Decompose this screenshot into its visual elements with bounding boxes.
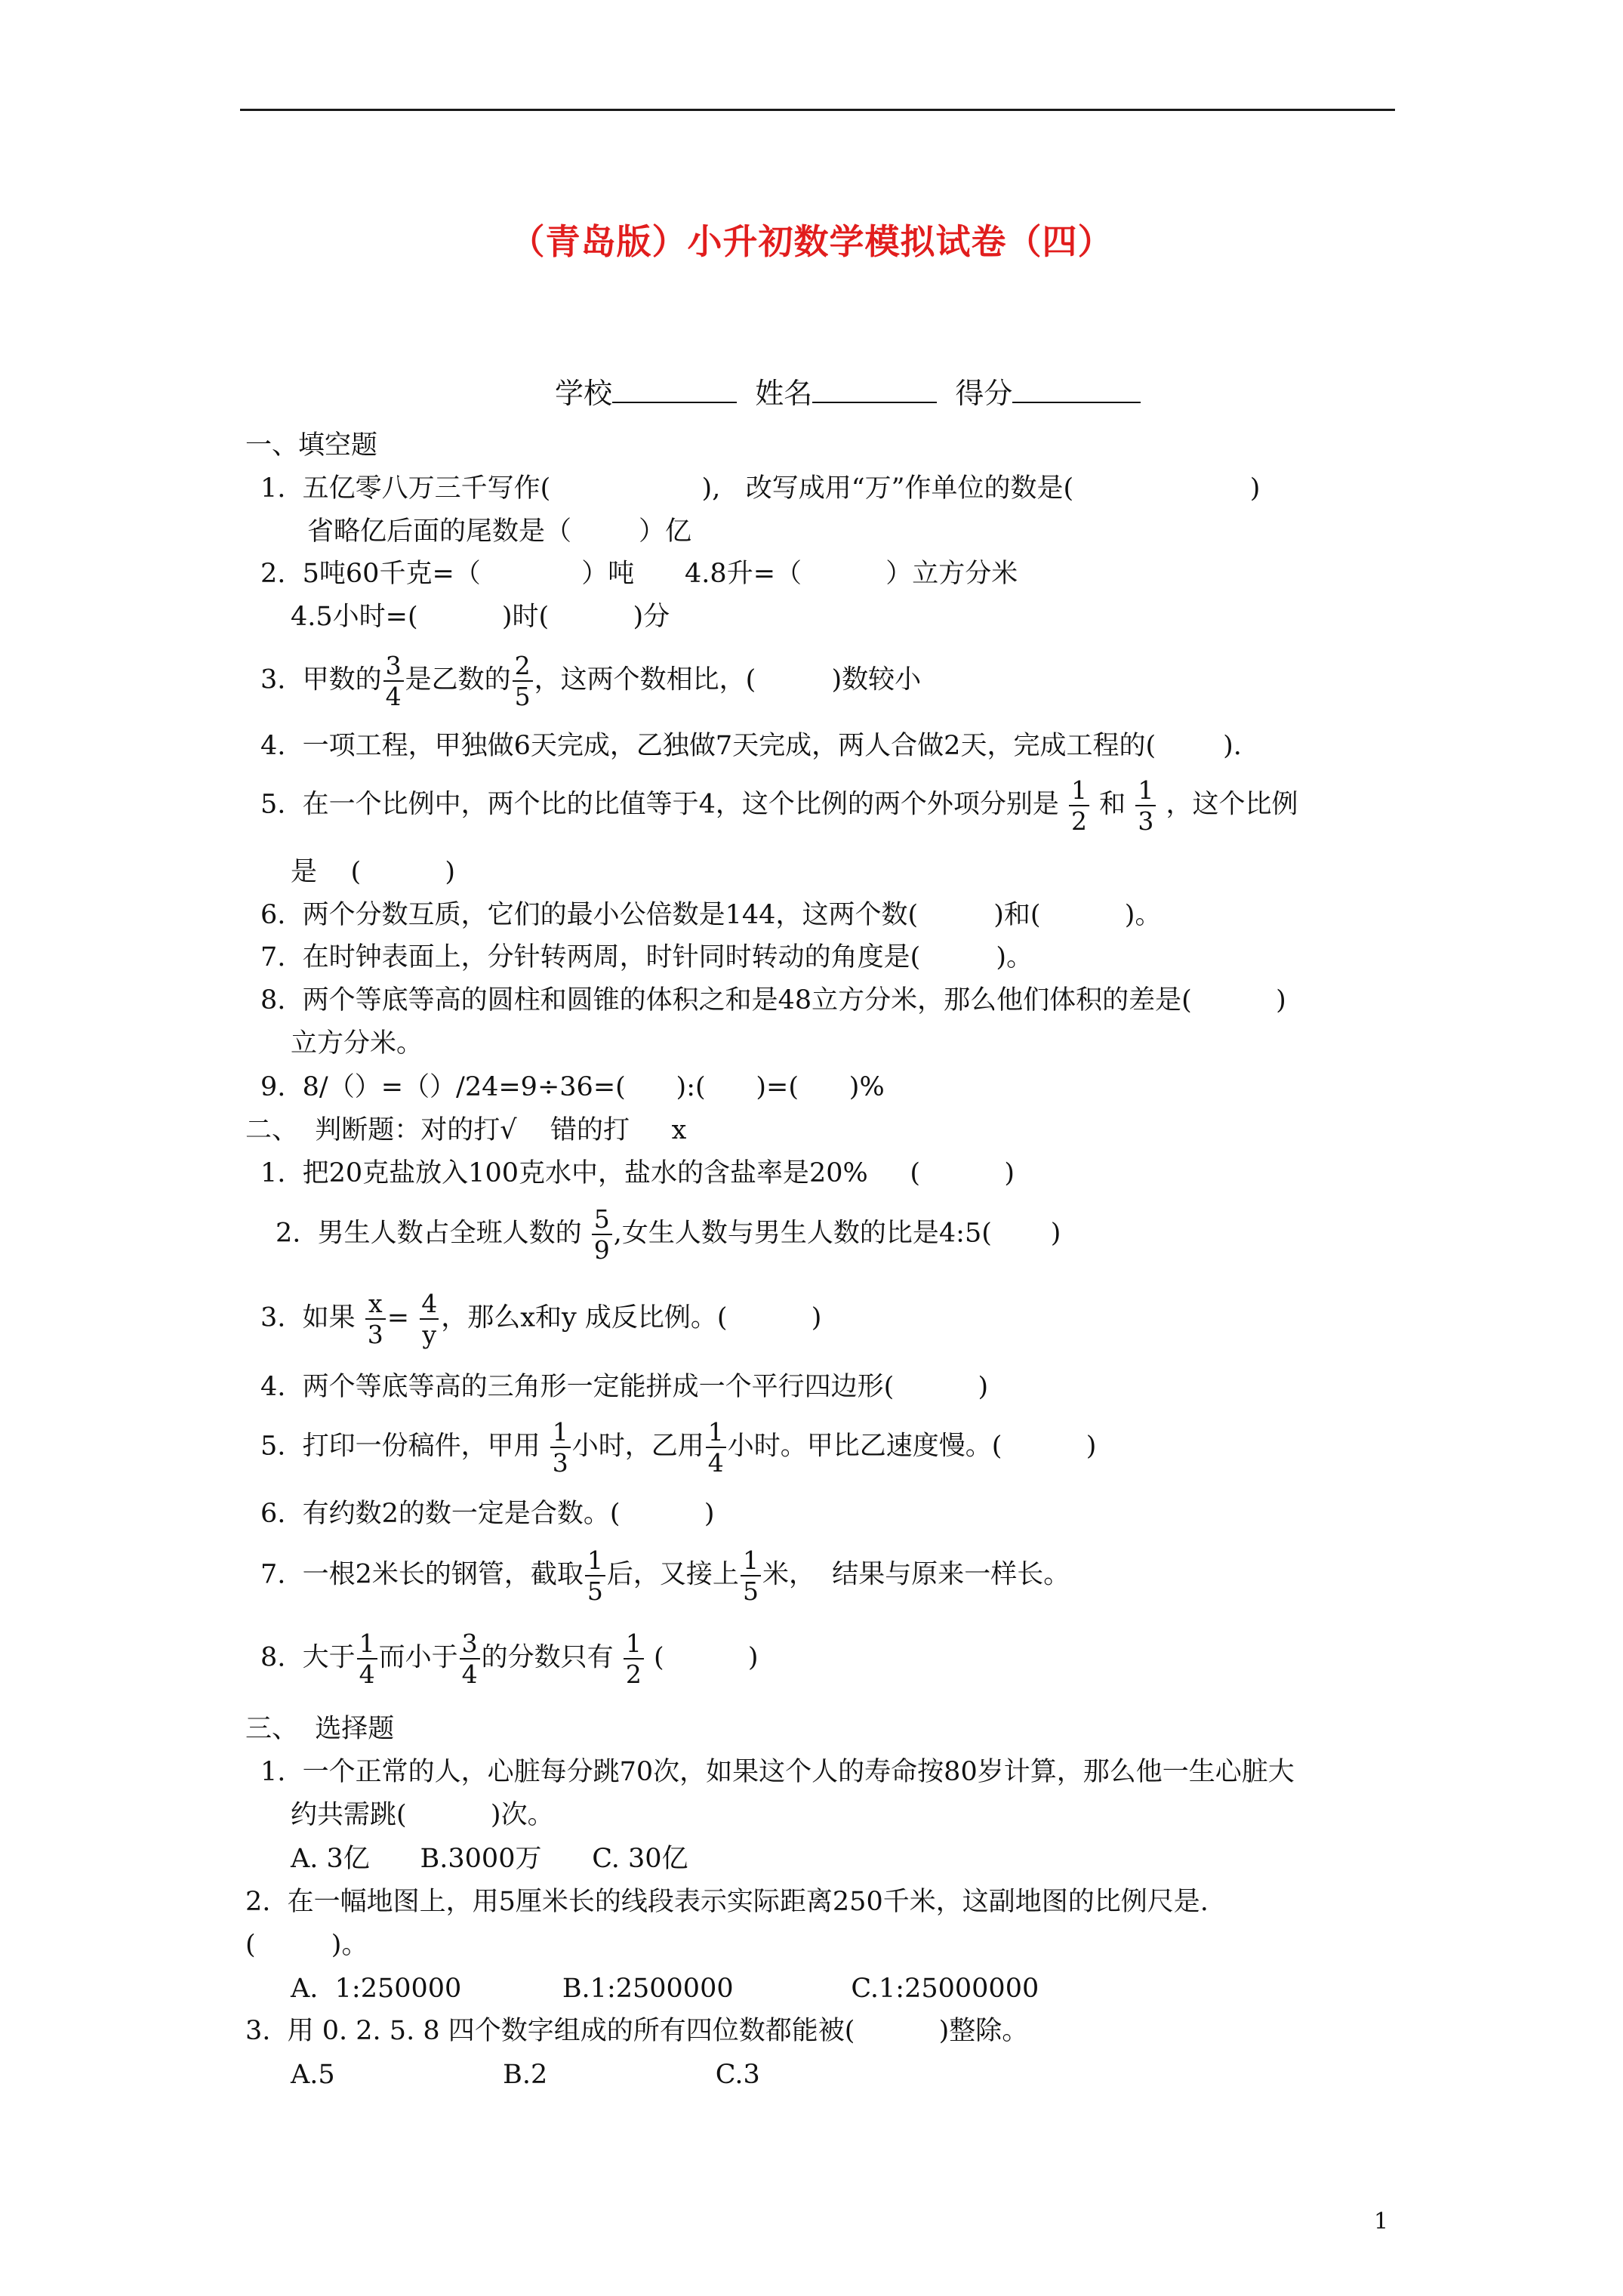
section1-heading: 一、填空题 <box>245 430 378 461</box>
s3-q2-options: A. 1:250000 B.1:2500000 C.1:25000000 <box>291 1974 1039 2004</box>
fraction-numerator: 1 <box>587 1546 603 1575</box>
fraction <box>460 1631 480 1687</box>
fraction <box>357 1631 377 1687</box>
fraction <box>706 1417 726 1478</box>
s1-q5-text-b: 和 <box>1091 789 1135 820</box>
s2-q7-text-b: 后，又接上 <box>606 1559 739 1590</box>
s2-q8-text-b: 而小于 <box>378 1642 458 1673</box>
fraction <box>419 1291 439 1347</box>
s2-q5-text-b: 小时，乙用 <box>571 1431 704 1462</box>
fraction-denominator: 5 <box>741 1575 761 1604</box>
fraction-denominator: 4 <box>460 1658 480 1687</box>
s1-q8-line1: 8. 两个等底等高的圆柱和圆锥的体积之和是48立方分米，那么他们体积的差是( ) <box>260 985 1286 1015</box>
fraction-numerator: 1 <box>552 1417 568 1447</box>
s1-q8-line2: 立方分米。 <box>291 1028 423 1059</box>
fraction <box>1135 775 1156 836</box>
s3-q3-line1: 3. 用 0. 2. 5. 8 四个数字组成的所有四位数都能被( )整除。 <box>245 2016 1029 2046</box>
fraction-numerator: 1 <box>742 1546 759 1575</box>
s1-q3-text-c: ，这两个数相比，( )数较小 <box>534 664 922 695</box>
fraction-denominator: 4 <box>706 1447 726 1475</box>
score-label: 得分 <box>955 377 1013 410</box>
school-label: 学校 <box>555 377 613 410</box>
fraction-denominator: 2 <box>624 1658 644 1687</box>
s3-q1-line1: 1. 一个正常的人，心脏每分跳70次，如果这个人的寿命按80岁计算，那么他一生心脏大 <box>260 1757 1295 1787</box>
s2-q1: 1. 把20克盐放入100克水中，盐水的含盐率是20% ( ) <box>260 1158 1015 1188</box>
s1-q3 <box>260 653 921 709</box>
s1-q7: 7. 在时钟表面上，分针转两周，时针同时转动的角度是( )。 <box>260 942 1033 972</box>
s2-q2 <box>276 1204 1061 1265</box>
fraction-denominator: 3 <box>550 1447 571 1475</box>
section2-heading: 二、 判断题：对的打√ 错的打 x <box>245 1115 687 1145</box>
s2-q3 <box>260 1291 821 1347</box>
fraction-numerator: 1 <box>359 1629 375 1658</box>
s2-q8-text-c: 的分数只有 <box>481 1642 622 1673</box>
s1-q5-text-c: ，这个比例 <box>1157 789 1298 820</box>
s2-q2-text-a: 2. 男生人数占全班人数的 <box>276 1218 590 1249</box>
fraction <box>550 1417 571 1478</box>
s2-q2-text-b: ,女生人数与男生人数的比是4:5( ) <box>613 1218 1061 1249</box>
s1-q5 <box>260 775 1298 836</box>
fraction-numerator: 1 <box>625 1629 642 1658</box>
fraction <box>585 1548 605 1604</box>
fraction-numerator: 2 <box>514 651 531 680</box>
s3-q1-line2: 约共需跳( )次。 <box>291 1800 554 1830</box>
fraction-denominator: y <box>420 1318 439 1347</box>
fraction-denominator: 5 <box>513 680 533 709</box>
fraction-denominator: 9 <box>592 1234 612 1262</box>
s1-q2-line1: 2. 5吨60千克=（ ）吨 4.8升=（ ）立方分米 <box>260 559 1018 589</box>
fraction-numerator: 1 <box>707 1417 724 1447</box>
fraction-numerator: 5 <box>593 1204 610 1234</box>
score-blank[interactable] <box>1012 379 1141 403</box>
s1-q1-line1: 1. 五亿零八万三千写作( ), 改写成用“万”作单位的数是( ) <box>260 473 1261 504</box>
s2-q7 <box>260 1548 1070 1604</box>
header-rule <box>240 109 1395 111</box>
s2-q3-text-b: = <box>387 1302 418 1333</box>
s1-q2-line2: 4.5小时=( )时( )分 <box>291 602 670 632</box>
fraction <box>383 653 404 709</box>
s2-q5-text-a: 5. 打印一份稿件，甲用 <box>260 1431 549 1462</box>
name-blank[interactable] <box>812 379 937 403</box>
fraction <box>741 1548 761 1604</box>
s2-q7-text-a: 7. 一根2米长的钢管，截取 <box>260 1559 584 1590</box>
fraction-denominator: 3 <box>1135 805 1156 834</box>
fraction-numerator: x <box>368 1289 383 1318</box>
fraction-denominator: 4 <box>383 680 404 709</box>
s3-q3-options: A.5 B.2 C.3 <box>291 2060 760 2090</box>
student-info <box>555 370 1141 411</box>
s3-q2-line2: ( )。 <box>245 1930 368 1960</box>
name-label: 姓名 <box>755 377 813 410</box>
s1-q5-line2: 是 ( ) <box>291 857 456 887</box>
s2-q3-text-a: 3. 如果 <box>260 1302 364 1333</box>
s1-q1-line2: 省略亿后面的尾数是（ ）亿 <box>307 516 692 547</box>
s2-q7-text-c: 米， 结果与原来一样长。 <box>762 1559 1070 1590</box>
fraction-numerator: 1 <box>1138 775 1154 805</box>
s2-q8-text-a: 8. 大于 <box>260 1642 356 1673</box>
fraction <box>624 1631 644 1687</box>
fraction <box>1069 775 1089 836</box>
s2-q8-text-d: ( ) <box>645 1642 759 1673</box>
s3-q2-line1: 2. 在一幅地图上，用5厘米长的线段表示实际距离250千米，这副地图的比例尺是. <box>245 1887 1209 1917</box>
fraction-numerator: 3 <box>461 1629 478 1658</box>
s1-q3-text-a: 3. 甲数的 <box>260 664 382 695</box>
s2-q4: 4. 两个等底等高的三角形一定能拼成一个平行四边形( ) <box>260 1372 989 1402</box>
fraction <box>592 1204 612 1265</box>
fraction-denominator: 3 <box>365 1318 386 1347</box>
section3-heading: 三、 选择题 <box>245 1714 395 1744</box>
fraction <box>513 653 533 709</box>
fraction-numerator: 3 <box>385 651 402 680</box>
s3-q1-options: A. 3亿 B.3000万 C. 30亿 <box>291 1844 688 1874</box>
s1-q3-text-b: 是乙数的 <box>405 664 511 695</box>
fraction-numerator: 1 <box>1071 775 1088 805</box>
fraction <box>365 1291 386 1347</box>
page-title: （青岛版）小升初数学模拟试卷（四） <box>510 221 1113 262</box>
fraction-denominator: 5 <box>585 1575 605 1604</box>
s2-q6: 6. 有约数2的数一定是合数。( ) <box>260 1499 715 1529</box>
fraction-numerator: 4 <box>421 1289 438 1318</box>
s2-q5 <box>260 1417 1097 1478</box>
s1-q9: 9. 8/（）=（）/24=9÷36=( ):( )=( )% <box>260 1072 885 1102</box>
s2-q5-text-c: 小时。甲比乙速度慢。( ) <box>727 1431 1097 1462</box>
s1-q6: 6. 两个分数互质，它们的最小公倍数是144，这两个数( )和( )。 <box>260 900 1162 930</box>
s2-q3-text-c: ，那么x和y 成反比例。( ) <box>441 1302 822 1333</box>
s1-q5-text-a: 5. 在一个比例中，两个比的比值等于4，这个比例的两个外项分别是 <box>260 789 1068 820</box>
school-blank[interactable] <box>612 379 737 403</box>
fraction-denominator: 2 <box>1069 805 1089 834</box>
s1-q4: 4. 一项工程，甲独做6天完成，乙独做7天完成，两人合做2天，完成工程的( ). <box>260 731 1242 761</box>
s2-q8 <box>260 1631 759 1687</box>
fraction-denominator: 4 <box>357 1658 377 1687</box>
page-number: 1 <box>1374 2208 1389 2235</box>
